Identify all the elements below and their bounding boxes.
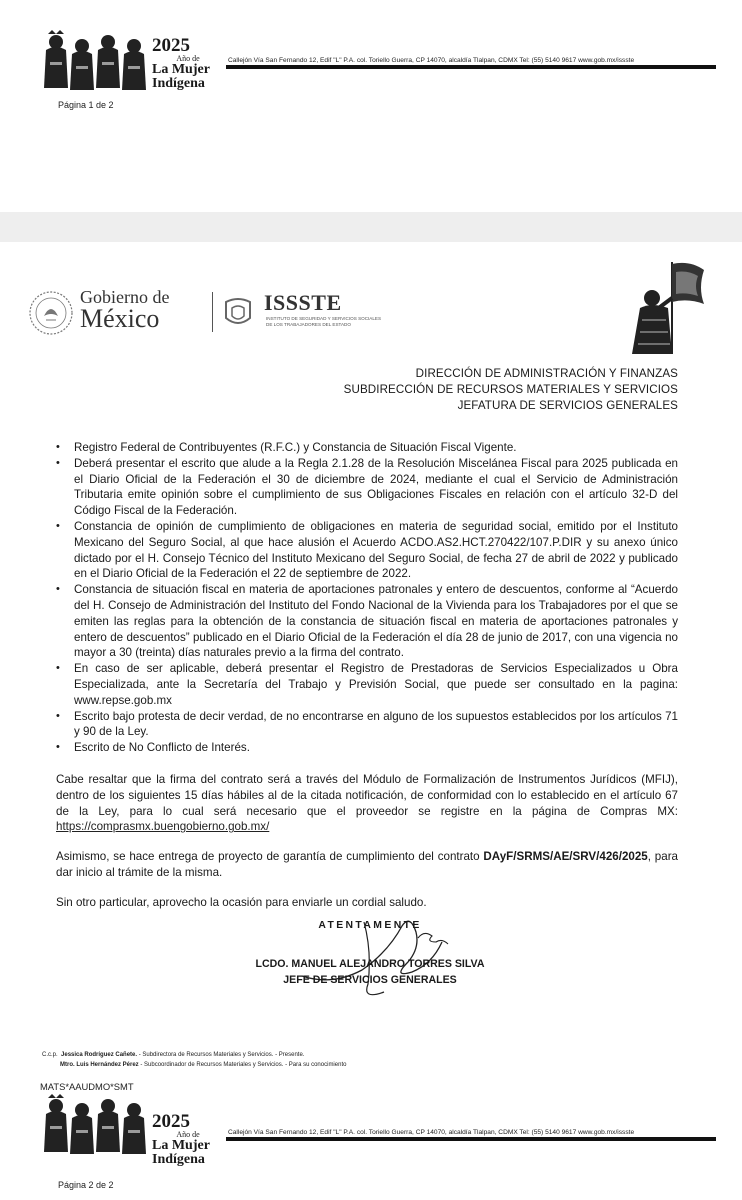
ccp-role-1: - Subdirectora de Recursos Materiales y Servicios. - Presente. — [137, 1052, 305, 1058]
contract-number: DAyF/SRMS/AE/SRV/426/2025 — [483, 850, 648, 864]
footer-rule — [226, 65, 716, 69]
closing-word: ATENTAMENTE — [318, 920, 422, 931]
list-item: • Constancia de opinión de cumplimiento de obligaciones en materia de seguridad social, emitido por el Instituto Mexicano del Seguro Social, al que hace alusión el Acuerdo ACDO.AS2.HCT.270422/107.P.DIR y su anexo único dictado por el H. Consejo Técnico del Instituto Mexicano del Seguro Social, de fecha 27 de abril de 2022 y publicado en el Diario Oficial de la Federación el 22 de septiembre de 2022. — [56, 519, 678, 582]
year-line-2: Indígena — [152, 76, 205, 91]
indigenous-women-illustration — [40, 28, 150, 98]
ccp-person-1: Jessica Rodríguez Cañete. — [61, 1052, 138, 1058]
list-item: • Escrito de No Conflicto de Interés. — [56, 740, 678, 756]
signer-title: JEFE DE SERVICIOS GENERALES — [283, 974, 457, 986]
department-heading — [344, 366, 678, 414]
heading-line-1: DIRECCIÓN DE ADMINISTRACIÓN Y FINANZAS — [415, 367, 678, 380]
year-subtitle: Año de — [176, 54, 200, 63]
year-badge — [152, 1112, 224, 1167]
heading-line-3: JEFATURA DE SERVICIOS GENERALES — [457, 399, 678, 412]
issste-logo-subtitle: INSTITUTO DE SEGURIDAD Y SERVICIOS SOCIALES DE LOS TRABAJADORES DEL ESTADO — [266, 316, 382, 327]
footer-address: Callejón Vía San Fernando 12, Edif "L" P.A. col. Toriello Guerra, CP 14070, alcaldía Tlalpan, CDMX Tel: (55) 5140 9617 www.gob.mx/issste — [228, 57, 635, 64]
typist-initials: MATS*AAUDMO*SMT — [40, 1081, 134, 1092]
ccp-line-2 — [42, 1060, 346, 1070]
paragraph-text: Cabe resaltar que la firma del contrato será a través del Módulo de Formalización de Instrumentos Jurídicos (MFIJ), dentro de los siguientes 15 días hábiles al de la citada notificación, de conformidad con lo establecido en el artículo 67 de la Ley, para lo cual será necesario que el proveedor se registre en la página de Compras MX: — [56, 772, 678, 818]
list-item: • Registro Federal de Contribuyentes (R.F.C.) y Constancia de Situación Fiscal Vigente. — [56, 440, 678, 456]
footer-rule — [226, 1137, 716, 1141]
carbon-copy-block — [42, 1050, 346, 1070]
closing-paragraph: Sin otro particular, aprovecho la ocasión para enviarle un cordial saludo. — [56, 895, 427, 909]
list-item: • En caso de ser aplicable, deberá presentar el Registro de Prestadoras de Servicios Especializados u Obra Especializada, ante la Secretaría del Trabajo y Previsión Social, que puede ser consultado en la pagina: www.repse.gob.mx — [56, 661, 678, 708]
year-number: 2025 — [152, 35, 190, 56]
ccp-line-1 — [42, 1050, 346, 1060]
page-separator — [0, 212, 742, 242]
indigenous-women-illustration — [40, 1092, 150, 1162]
footer-address: Callejón Vía San Fernando 12, Edif "L" P.A. col. Toriello Guerra, CP 14070, alcaldía Tlalpan, CDMX Tel: (55) 5140 9617 www.gob.mx/issste — [228, 1129, 635, 1136]
gobierno-de-mexico-logo — [80, 288, 169, 332]
signer-name: LCDO. MANUEL ALEJANDRO TORRES SILVA — [255, 958, 485, 970]
year-subtitle: Año de — [176, 1130, 200, 1139]
year-badge — [152, 36, 224, 91]
paragraph-post: , para dar inicio al trámite de la misma. — [56, 850, 678, 879]
signature-block — [250, 918, 490, 988]
requirements-list — [56, 440, 678, 756]
ccp-role-2: - Subcoordinador de Recursos Materiales y Servicios. - Para su conocimiento — [138, 1062, 347, 1068]
heading-line-2: SUBDIRECCIÓN DE RECURSOS MATERIALES Y SERVICIOS — [343, 383, 678, 396]
list-item: • Constancia de situación fiscal en materia de aportaciones patronales y entero de descuentos, conforme al “Acuerdo del H. Consejo de Administración del Instituto del Fondo Nacional de la Vivienda para los Trabajadores por el que se emiten las reglas para la obtención de la constancia de situación fiscal en materia de aportaciones patronales y entero de descuentos” publicado en el Diario Oficial de la Federación el día 28 de junio de 2017, con una vigencia no mayor a 30 (treinta) días naturales previo a la firma del contrato. — [56, 582, 678, 661]
gob-line-2: México — [80, 304, 160, 333]
year-number: 2025 — [152, 1111, 190, 1132]
paragraph-pre: Asimismo, se hace entrega de proyecto de garantía de cumplimiento del contrato — [56, 850, 484, 864]
year-line-1: La Mujer — [152, 1138, 210, 1153]
year-line-1: La Mujer — [152, 62, 210, 77]
guarantee-paragraph — [56, 849, 678, 881]
mexico-seal-icon — [28, 290, 74, 336]
ccp-label: C.c.p. — [42, 1052, 58, 1058]
issste-logo-text: ISSSTE — [264, 290, 342, 315]
contract-signing-paragraph — [56, 772, 678, 835]
year-line-2: Indígena — [152, 1152, 205, 1167]
list-item: • Escrito bajo protesta de decir verdad, de no encontrarse en alguno de los supuestos establecidos por los artículos 71 y 90 de la Ley. — [56, 709, 678, 741]
compras-mx-link[interactable]: https://comprasmx.buengobierno.gob.mx/ — [56, 820, 270, 834]
logo-divider — [212, 292, 213, 332]
ccp-person-2: Mtro. Luis Hernández Pérez — [60, 1062, 139, 1068]
issste-emblem-icon — [220, 294, 256, 330]
page-number-2: Página 2 de 2 — [58, 1180, 114, 1190]
page-number-1: Página 1 de 2 — [58, 100, 114, 110]
list-item: • Deberá presentar el escrito que alude a la Regla 2.1.28 de la Resolución Miscelánea Fiscal para 2025 publicada en el Diario Oficial de la Federación el 30 de diciembre de 2024, mediante el cual el Servicio de Administración Tributaria emite opinión sobre el cumplimiento de sus Obligaciones Fiscales en relación con el artículo 32-D del Código Fiscal de la Federación. — [56, 456, 678, 519]
gob-line-1: Gobierno de — [80, 287, 170, 307]
letter-body — [56, 440, 678, 911]
flag-bearer-illustration — [612, 258, 708, 358]
